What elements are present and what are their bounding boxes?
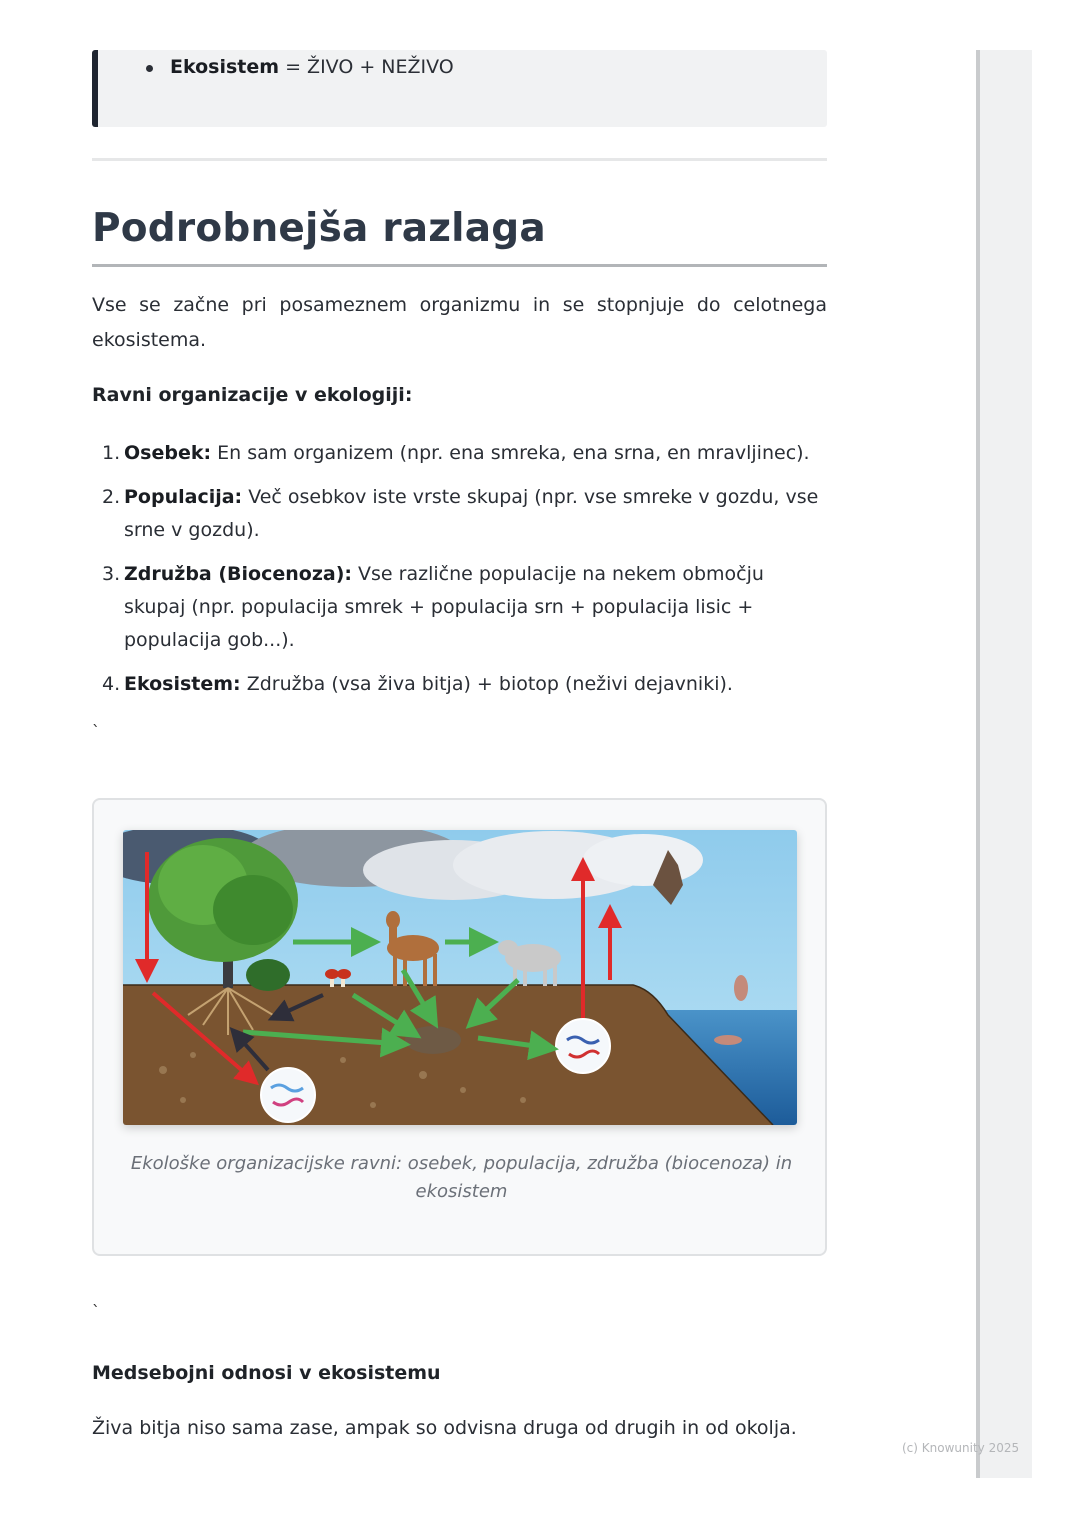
side-panel (976, 50, 1032, 1478)
intro-paragraph: Vse se začne pri posameznem organizmu in se stopnjuje do celotnega ekosistema. (92, 294, 827, 351)
bullet-icon (146, 65, 153, 72)
organization-levels-list (92, 437, 827, 712)
list-number: 1. (102, 442, 121, 464)
blockquote-term: Ekosistem (170, 56, 280, 78)
ecosystem-figure (92, 798, 827, 1256)
summary-blockquote (92, 50, 827, 127)
list-term: Ekosistem: (124, 673, 241, 695)
section-title: Podrobnejša razlaga (92, 206, 546, 251)
list-number: 2. (102, 486, 121, 508)
title-underline (92, 264, 827, 267)
stray-backtick: ` (92, 1302, 100, 1321)
blockquote-text: = ŽIVO + NEŽIVO (279, 56, 454, 78)
blockquote-list-item (146, 56, 454, 78)
relations-heading: Medsebojni odnosi v ekosistemu (92, 1362, 441, 1384)
list-number: 4. (102, 673, 121, 695)
list-item (92, 668, 827, 701)
list-text: En sam organizem (npr. ena smreka, ena srna, en mravljinec). (211, 442, 810, 464)
list-item (92, 437, 827, 470)
horizontal-divider (92, 158, 827, 161)
list-term: Združba (Biocenoza): (124, 563, 352, 585)
relations-paragraph: Živa bitja niso sama zase, ampak so odvisna druga od drugih in od okolja. (92, 1417, 797, 1439)
levels-heading: Ravni organizacije v ekologiji: (92, 384, 413, 406)
list-number: 3. (102, 563, 121, 585)
list-text: Združba (vsa živa bitja) + biotop (neživi dejavniki). (240, 673, 733, 695)
figure-caption: Ekološke organizacijske ravni: osebek, populacija, združba (biocenoza) in ekosistem (130, 1153, 793, 1202)
list-item (92, 481, 827, 547)
ecosystem-diagram-image (123, 830, 797, 1125)
list-item (92, 558, 827, 657)
list-text: Več osebkov iste vrste skupaj (npr. vse smreke v gozdu, vse srne v gozdu). (124, 486, 819, 541)
stray-backtick: ` (92, 722, 100, 741)
list-text: Vse različne populacije na nekem območju skupaj (npr. populacija smrek + populacija srn + populacija lisic + populacija gob...). (124, 563, 764, 651)
copyright-notice: (c) Knowunity 2025 (902, 1441, 1020, 1455)
list-term: Osebek: (124, 442, 212, 464)
list-term: Populacija: (124, 486, 243, 508)
